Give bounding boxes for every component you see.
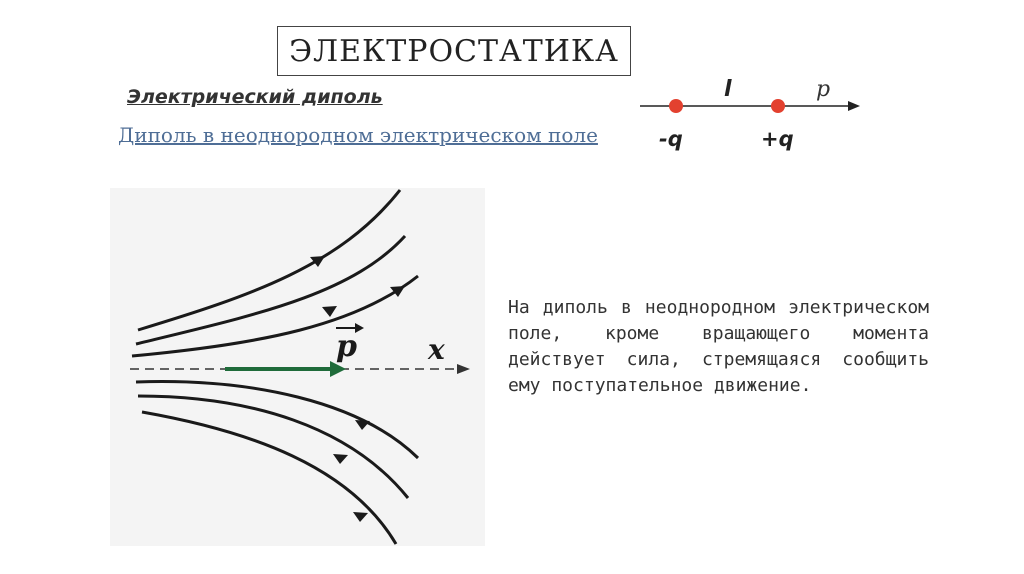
dipole-length-label: l <box>724 77 732 102</box>
vector-p-label: p <box>336 329 357 364</box>
field-lines-diagram <box>100 186 490 548</box>
positive-charge-dot <box>771 99 785 113</box>
dipole-moment-label: p <box>816 77 831 102</box>
dipole-axis-arrowhead <box>848 101 860 111</box>
slide-subtitle: Электрический диполь <box>127 86 383 108</box>
x-axis-label: x <box>428 333 445 366</box>
negative-charge-dot <box>669 99 683 113</box>
slide-title: ЭЛЕКТРОСТАТИКА <box>289 33 619 69</box>
negative-charge-label: -q <box>659 127 683 151</box>
topic-link[interactable]: Диполь в неоднородном электрическом поле <box>118 123 598 147</box>
dipole-diagram <box>628 66 878 156</box>
title-box <box>277 26 631 76</box>
explanation-text: На диполь в неоднородном электрическом поле, кроме вращающего момента действует сила, стремящаяся сообщить ему поступательное движение. <box>508 297 929 396</box>
positive-charge-label: +q <box>761 127 794 151</box>
